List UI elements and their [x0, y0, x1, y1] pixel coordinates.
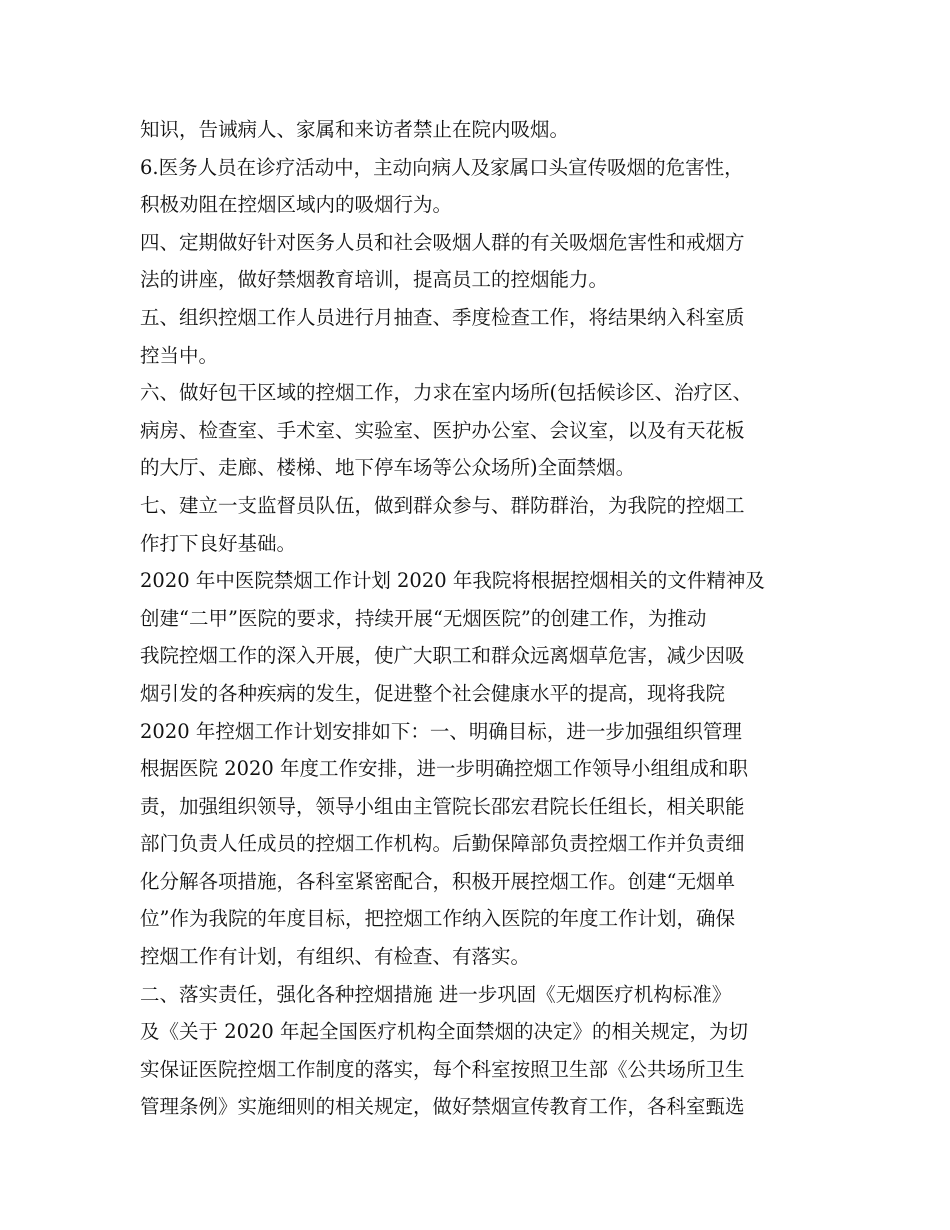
- text-line: 知识，告诫病人、家属和来访者禁止在院内吸烟。: [140, 118, 570, 141]
- text-line: 七、建立一支监督员队伍，做到群众参与、群防群治，为我院的控烟工: [140, 493, 745, 517]
- text-line: 二、落实责任，强化各种控烟措施 进一步巩固《无烟医疗机构标准》: [140, 982, 732, 1006]
- text-line: 五、组织控烟工作人员进行月抽查、季度检查工作，将结果纳入科室质: [140, 305, 745, 329]
- text-line: 烟引发的各种疾病的发生，促进整个社会健康水平的提高，现将我院: [140, 681, 726, 705]
- document-body: [140, 111, 830, 1126]
- text-line: 根据医院 2020 年度工作安排，进一步明确控烟工作领导小组组成和职: [140, 757, 749, 781]
- text-line: 作打下良好基础。: [140, 531, 297, 555]
- text-line: 2020 年中医院禁烟工作计划 2020 年我院将根据控烟相关的文件精神及: [140, 569, 765, 593]
- text-line: 控当中。: [140, 343, 219, 367]
- text-line: 法的讲座，做好禁烟教育培训，提高员工的控烟能力。: [140, 268, 609, 292]
- text-line: 部门负责人任成员的控烟工作机构。后勤保障部负责控烟工作并负责细: [140, 832, 745, 856]
- text-line: 2020 年控烟工作计划安排如下：一、明确目标，进一步加强组织管理: [140, 719, 742, 743]
- text-line: 我院控烟工作的深入开展，使广大职工和群众远离烟草危害，减少因吸: [140, 644, 745, 668]
- text-line: 积极劝阻在控烟区域内的吸烟行为。: [140, 193, 453, 217]
- text-line: 创建“二甲”医院的要求，持续开展“无烟医院”的创建工作，为推动: [140, 606, 707, 630]
- text-line: 的大厅、走廊、楼梯、地下停车场等公众场所)全面禁烟。: [140, 456, 636, 480]
- text-line: 实保证医院控烟工作制度的落实，每个科室按照卫生部《公共场所卫生: [140, 1057, 745, 1081]
- text-line: 6.医务人员在诊疗活动中，主动向病人及家属口头宣传吸烟的危害性，: [140, 155, 744, 179]
- text-line: 及《关于 2020 年起全国医疗机构全面禁烟的决定》的相关规定，为切: [140, 1020, 749, 1044]
- text-line: 管理条例》实施细则的相关规定，做好禁烟宣传教育工作，各科室甄选: [140, 1095, 745, 1119]
- text-line: 化分解各项措施，各科室紧密配合，积极开展控烟工作。创建“无烟单: [140, 869, 735, 893]
- text-line: 位”作为我院的年度目标，把控烟工作纳入医院的年度工作计划，确保: [140, 907, 735, 931]
- text-line: 病房、检查室、手术室、实验室、医护办公室、会议室，以及有天花板: [140, 418, 745, 442]
- text-line: 六、做好包干区域的控烟工作，力求在室内场所(包括候诊区、治疗区、: [140, 381, 753, 405]
- text-line: 四、定期做好针对医务人员和社会吸烟人群的有关吸烟危害性和戒烟方: [140, 230, 745, 254]
- text-line: 责，加强组织领导，领导小组由主管院长邵宏君院长任组长，相关职能: [140, 794, 745, 818]
- text-line: 控烟工作有计划，有组织、有检查、有落实。: [140, 945, 531, 969]
